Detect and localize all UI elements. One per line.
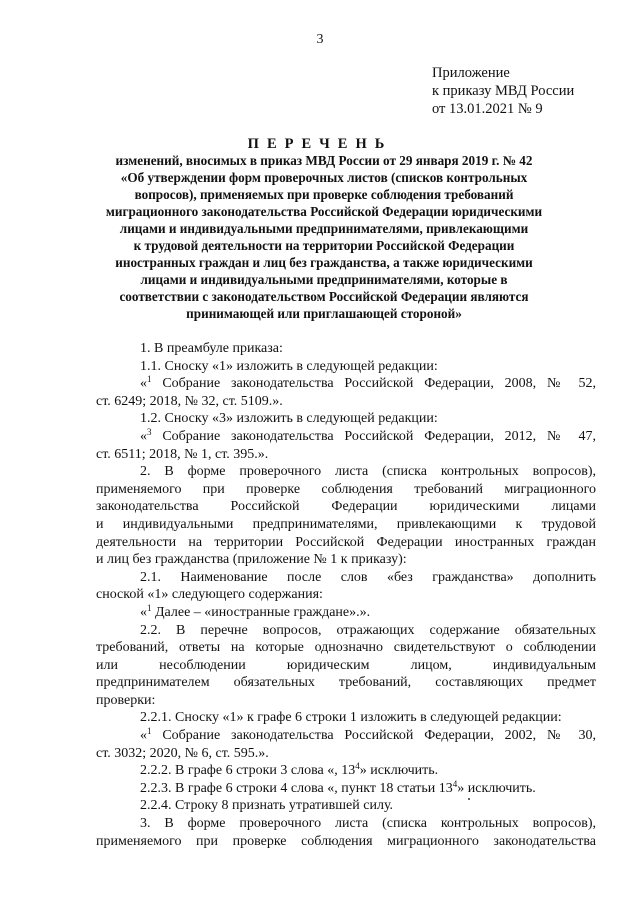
- footnote-quote-1-2: «$^3$ Собрание законодательства Российской Федерации, 2012, № 47,: [140, 426, 596, 444]
- paragraph-1-1: 1.1. Сноску «1» изложить в следующей редакции:: [140, 358, 438, 374]
- paragraph-2-line: 2. В форме проверочного листа (списка контрольных вопросов),: [140, 464, 596, 480]
- paragraph-2-line: применяемого при проверке соблюдения требований миграционного: [96, 481, 596, 497]
- paragraph-2-2-4: 2.2.4. Строку 8 признать утратившей силу.: [140, 798, 394, 814]
- subtitle-line: лицами и индивидуальными предпринимателями, привлекающими: [119, 221, 529, 236]
- footnote-quote-2-2-1: «$^1$ Собрание законодательства Российской Федерации, 2002, № 30,: [140, 726, 596, 744]
- footnote-quote-1-2-cont: ст. 6511; 2018, № 1, ст. 395.».: [96, 446, 269, 462]
- subtitle-line: изменений, вносимых в приказ МВД России от 29 января 2019 г. № 42: [115, 153, 533, 168]
- footnote-quote-1-1-cont: ст. 6249; 2018, № 32, ст. 5109.».: [96, 393, 283, 409]
- paragraph-2-line: и лиц без гражданства (приложение № 1 к приказу):: [96, 552, 407, 568]
- footnote-quote-2-2-1-cont: ст. 3032; 2020, № 6, ст. 595.».: [96, 745, 269, 761]
- subtitle-line: соответствии с законодательством Российской Федерации являются: [119, 289, 529, 304]
- paragraph-3-line: 3. В форме проверочного листа (списка контрольных вопросов),: [140, 816, 596, 832]
- subtitle-line: миграционного законодательства Российской Федерации юридическими: [105, 204, 543, 219]
- document-subtitle: [96, 152, 552, 322]
- paragraph-2-2-1: 2.2.1. Сноску «1» к графе 6 строки 1 изложить в следующей редакции:: [140, 710, 562, 726]
- paragraph-2-2-line: или несоблюдении юридическим лицом, индивидуальным: [96, 657, 596, 673]
- paragraph-2-1-line: 2.1. Наименование после слов «без гражданства» дополнить: [140, 569, 596, 585]
- document-title: ПЕРЕЧЕНЬ: [247, 136, 393, 152]
- subtitle-line: «Об утверждении форм проверочных листов (списков контрольных: [120, 170, 528, 185]
- page-number: 3: [316, 32, 324, 47]
- paragraph-2-2-2: 2.2.2. В графе 6 строки 3 слова «, $13^4$» исключить.: [140, 761, 439, 779]
- subtitle-line: принимающей или приглашающей стороной»: [186, 306, 462, 321]
- paragraph-1: 1. В преамбуле приказа:: [140, 341, 283, 356]
- footnote-quote-1-1: «$^1$ Собрание законодательства Российской Федерации, 2008, № 52,: [140, 374, 596, 392]
- paragraph-2-2-line: проверки:: [96, 692, 156, 708]
- subtitle-line: иностранных граждан и лиц без гражданства, а также юридическими: [115, 255, 533, 270]
- appendix-order-date: от 13.01.2021 № 9: [432, 101, 543, 117]
- paragraph-2-2-line: требований, ответы на которые однозначно свидетельствуют о соблюдении: [96, 640, 596, 656]
- subtitle-line: лицами и индивидуальными предпринимателями, которые в: [140, 272, 508, 287]
- paragraph-2-2-line: 2.2. В перечне вопросов, отражающих содержание обязательных: [140, 622, 596, 638]
- paragraph-2-line: законодательства Российской Федерации юридическими лицами: [96, 499, 596, 515]
- paragraph-2-2-3: 2.2.3. В графе 6 строки 4 слова «, пункт 18 статьи $13^4$» исключить.: [140, 778, 536, 796]
- paragraph-3-line: применяемого при проверке соблюдения миграционного законодательства: [96, 833, 596, 849]
- paragraph-2-line: и индивидуальными предпринимателями, привлекающими к трудовой: [96, 516, 596, 532]
- subtitle-line: вопросов), применяемых при проверке соблюдения требований: [134, 187, 514, 202]
- footnote-quote-2-1: «$^1$ Далее – «иностранные граждане».».: [140, 602, 371, 620]
- paragraph-2-line: деятельности на территории Российской Федерации иностранных граждан: [96, 534, 596, 550]
- appendix-label: Приложение: [432, 65, 510, 81]
- scan-speck: [468, 798, 470, 800]
- subtitle-line: к трудовой деятельности на территории Российской Федерации: [133, 238, 515, 253]
- paragraph-1-2: 1.2. Сноску «3» изложить в следующей редакции:: [140, 411, 438, 427]
- paragraph-2-2-line: предпринимателем обязательных требований, составляющих предмет: [96, 675, 596, 691]
- document-body: [96, 340, 596, 850]
- appendix-order-ref: к приказу МВД России: [432, 83, 575, 99]
- appendix-header: [432, 64, 574, 118]
- paragraph-2-1-line: сноской «1» следующего содержания:: [96, 587, 323, 603]
